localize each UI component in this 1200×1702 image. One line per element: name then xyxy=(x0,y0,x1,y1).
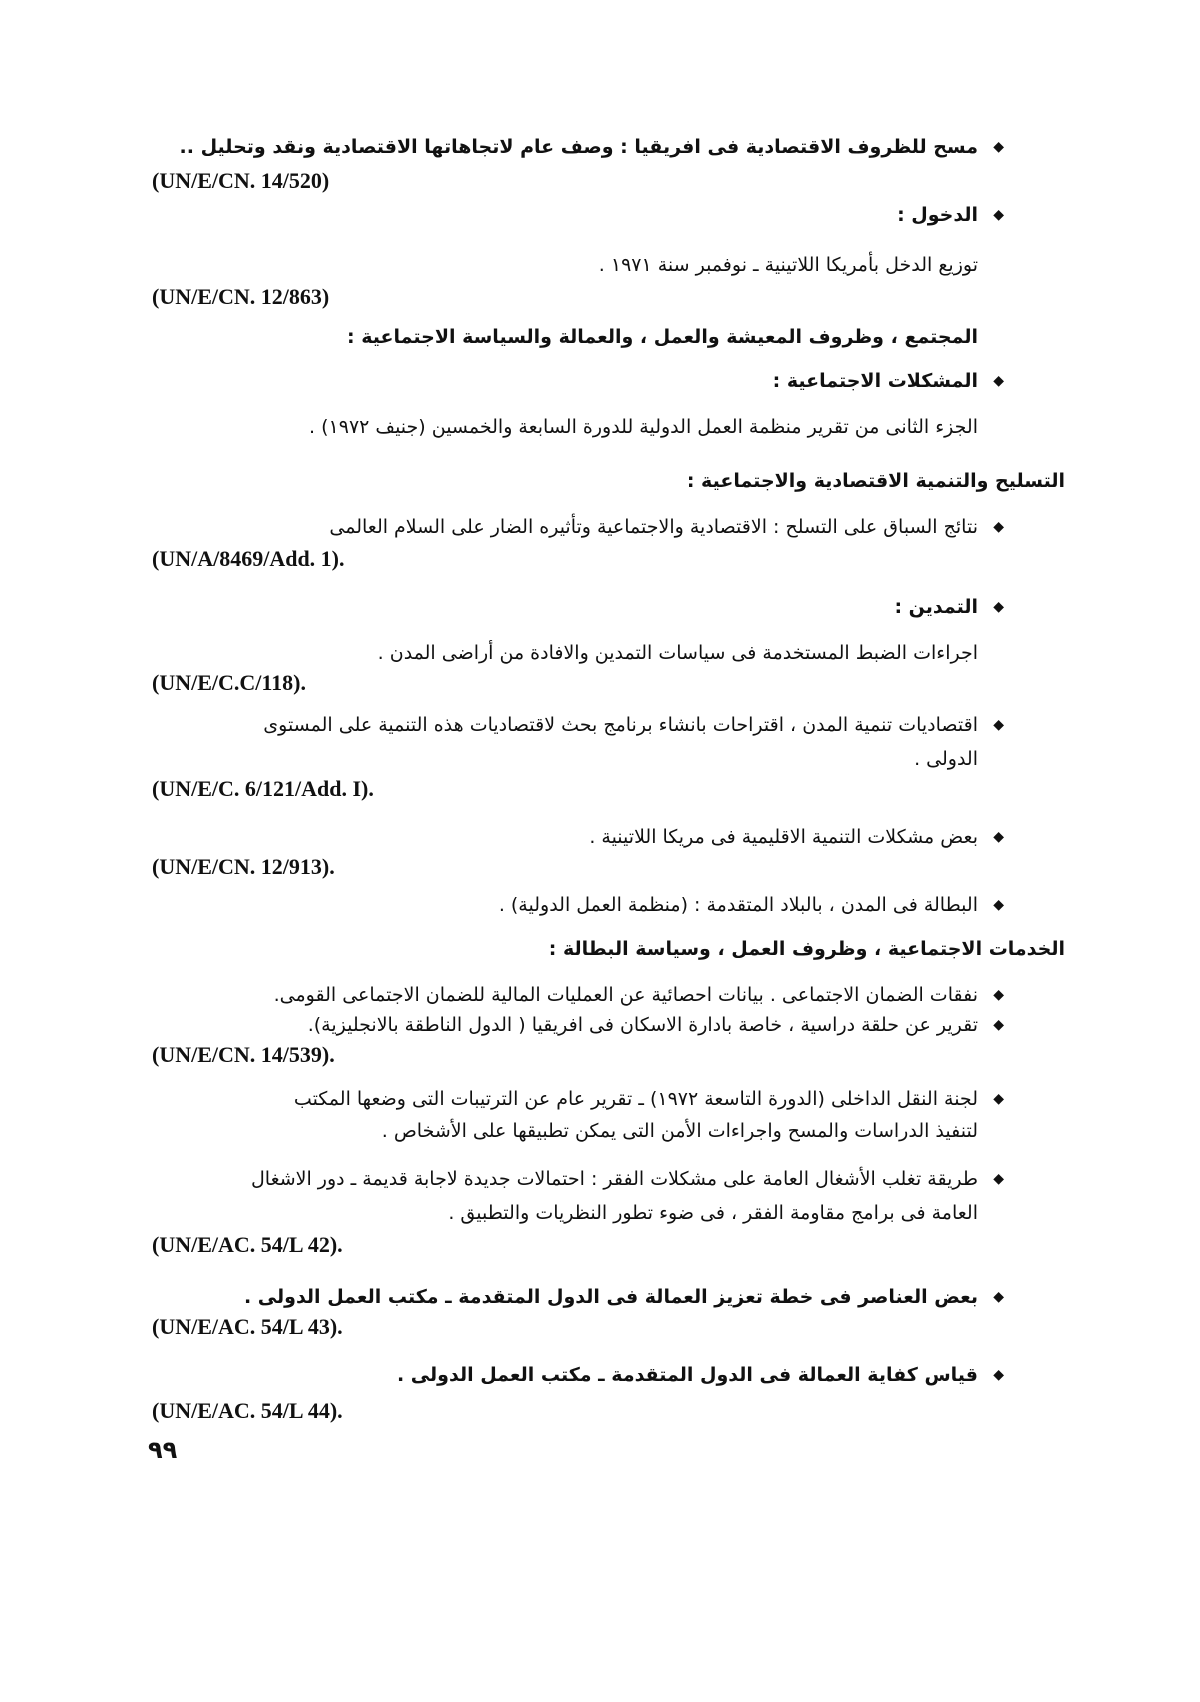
page-number: ٩٩ xyxy=(148,1436,178,1464)
entry-income-latin: توزيع الدخل بأمريكا اللاتينية ـ نوفمبر سنة ١٩٧١ . xyxy=(598,254,978,276)
bullet-icon: ◆ xyxy=(993,1017,1004,1033)
bullet-icon: ◆ xyxy=(993,717,1004,733)
entry-employment-elements: بعض العناصر فى خطة تعزيز العمالة فى الدول المتقدمة ـ مكتب العمل الدولى . xyxy=(243,1286,978,1308)
bullet-icon: ◆ xyxy=(993,373,1004,389)
entry-public-works-line2: العامة فى برامج مقاومة الفقر ، فى ضوء تطور النظريات والتطبيق . xyxy=(448,1202,978,1224)
heading-armament: التسليح والتنمية الاقتصادية والاجتماعية : xyxy=(686,470,1065,492)
ref-employment-measure: (UN/E/AC. 54/L 44). xyxy=(152,1398,343,1423)
ref-survey-africa: (UN/E/CN. 14/520) xyxy=(152,168,330,193)
ref-regional-dev: (UN/E/CN. 12/913). xyxy=(152,854,335,879)
bullet-icon: ◆ xyxy=(993,207,1004,223)
entry-urban-econ-line2: الدولى . xyxy=(914,748,978,770)
bullet-icon: ◆ xyxy=(993,1289,1004,1305)
entry-survey-africa: مسح للظروف الاقتصادية فى افريقيا : وصف عام لاتجاهاتها الاقتصادية ونقد وتحليل .. xyxy=(179,136,978,158)
ref-income-latin: (UN/E/CN. 12/863) xyxy=(152,284,330,309)
ref-urban-econ: (UN/E/C. 6/121/Add. I). xyxy=(152,776,374,801)
entry-public-works-line1: طريقة تغلب الأشغال العامة على مشكلات الفقر : احتمالات جديدة لاجابة قديمة ـ دور الاشغال xyxy=(250,1168,978,1190)
bullet-icon: ◆ xyxy=(993,139,1004,155)
bullet-icon: ◆ xyxy=(993,829,1004,845)
entry-regional-dev: بعض مشكلات التنمية الاقليمية فى مريكا اللاتينية . xyxy=(589,826,978,848)
bullet-icon: ◆ xyxy=(993,519,1004,535)
ref-urban-control: (UN/E/C.C/118). xyxy=(152,670,306,695)
ref-housing-seminar: (UN/E/CN. 14/539). xyxy=(152,1042,335,1067)
heading-society: المجتمع ، وظروف المعيشة والعمل ، والعمالة والسياسة الاجتماعية : xyxy=(347,326,978,348)
heading-social-problems: المشكلات الاجتماعية : xyxy=(772,370,978,392)
entry-employment-measure: قياس كفاية العمالة فى الدول المتقدمة ـ مكتب العمل الدولى . xyxy=(396,1364,978,1386)
ref-employment-elements: (UN/E/AC. 54/L 43). xyxy=(152,1314,343,1339)
heading-income: الدخول : xyxy=(897,204,978,226)
bullet-icon: ◆ xyxy=(993,599,1004,615)
ref-arms-race: (UN/A/8469/Add. 1). xyxy=(152,546,345,571)
entry-social-security: نفقات الضمان الاجتماعى . بيانات احصائية عن العمليات المالية للضمان الاجتماعى القومى. xyxy=(273,984,978,1006)
entry-transport-line1: لجنة النقل الداخلى (الدورة التاسعة ١٩٧٢) ـ تقرير عام عن الترتيبات التى وضعها المكتب xyxy=(293,1088,978,1110)
bullet-icon: ◆ xyxy=(993,987,1004,1003)
bullet-icon: ◆ xyxy=(993,1367,1004,1383)
entry-urban-control: اجراءات الضبط المستخدمة فى سياسات التمدين والافادة من أراضى المدن . xyxy=(377,642,978,664)
bullet-icon: ◆ xyxy=(993,1091,1004,1107)
ref-public-works: (UN/E/AC. 54/L 42). xyxy=(152,1232,343,1257)
entry-urban-econ-line1: اقتصاديات تنمية المدن ، اقتراحات بانشاء برنامج بحث لاقتصاديات هذه التنمية على المستوى xyxy=(263,714,978,736)
entry-arms-race: نتائج السباق على التسلح : الاقتصادية والاجتماعية وتأثيره الضار على السلام العالمى xyxy=(329,516,978,538)
bullet-icon: ◆ xyxy=(993,1171,1004,1187)
entry-transport-line2: لتنفيذ الدراسات والمسح واجراءات الأمن التى يمكن تطبيقها على الأشخاص . xyxy=(381,1120,978,1142)
entry-ilo-report: الجزء الثانى من تقرير منظمة العمل الدولية للدورة السابعة والخمسين (جنيف ١٩٧٢) . xyxy=(309,416,978,438)
bullet-icon: ◆ xyxy=(993,897,1004,913)
heading-urbanization: التمدين : xyxy=(894,596,978,618)
entry-urban-unemployment: البطالة فى المدن ، بالبلاد المتقدمة : (منظمة العمل الدولية) . xyxy=(498,894,978,916)
heading-services: الخدمات الاجتماعية ، وظروف العمل ، وسياسة البطالة : xyxy=(548,938,1065,960)
entry-housing-seminar: تقرير عن حلقة دراسية ، خاصة بادارة الاسكان فى افريقيا ( الدول الناطقة بالانجليزية). xyxy=(307,1014,978,1036)
